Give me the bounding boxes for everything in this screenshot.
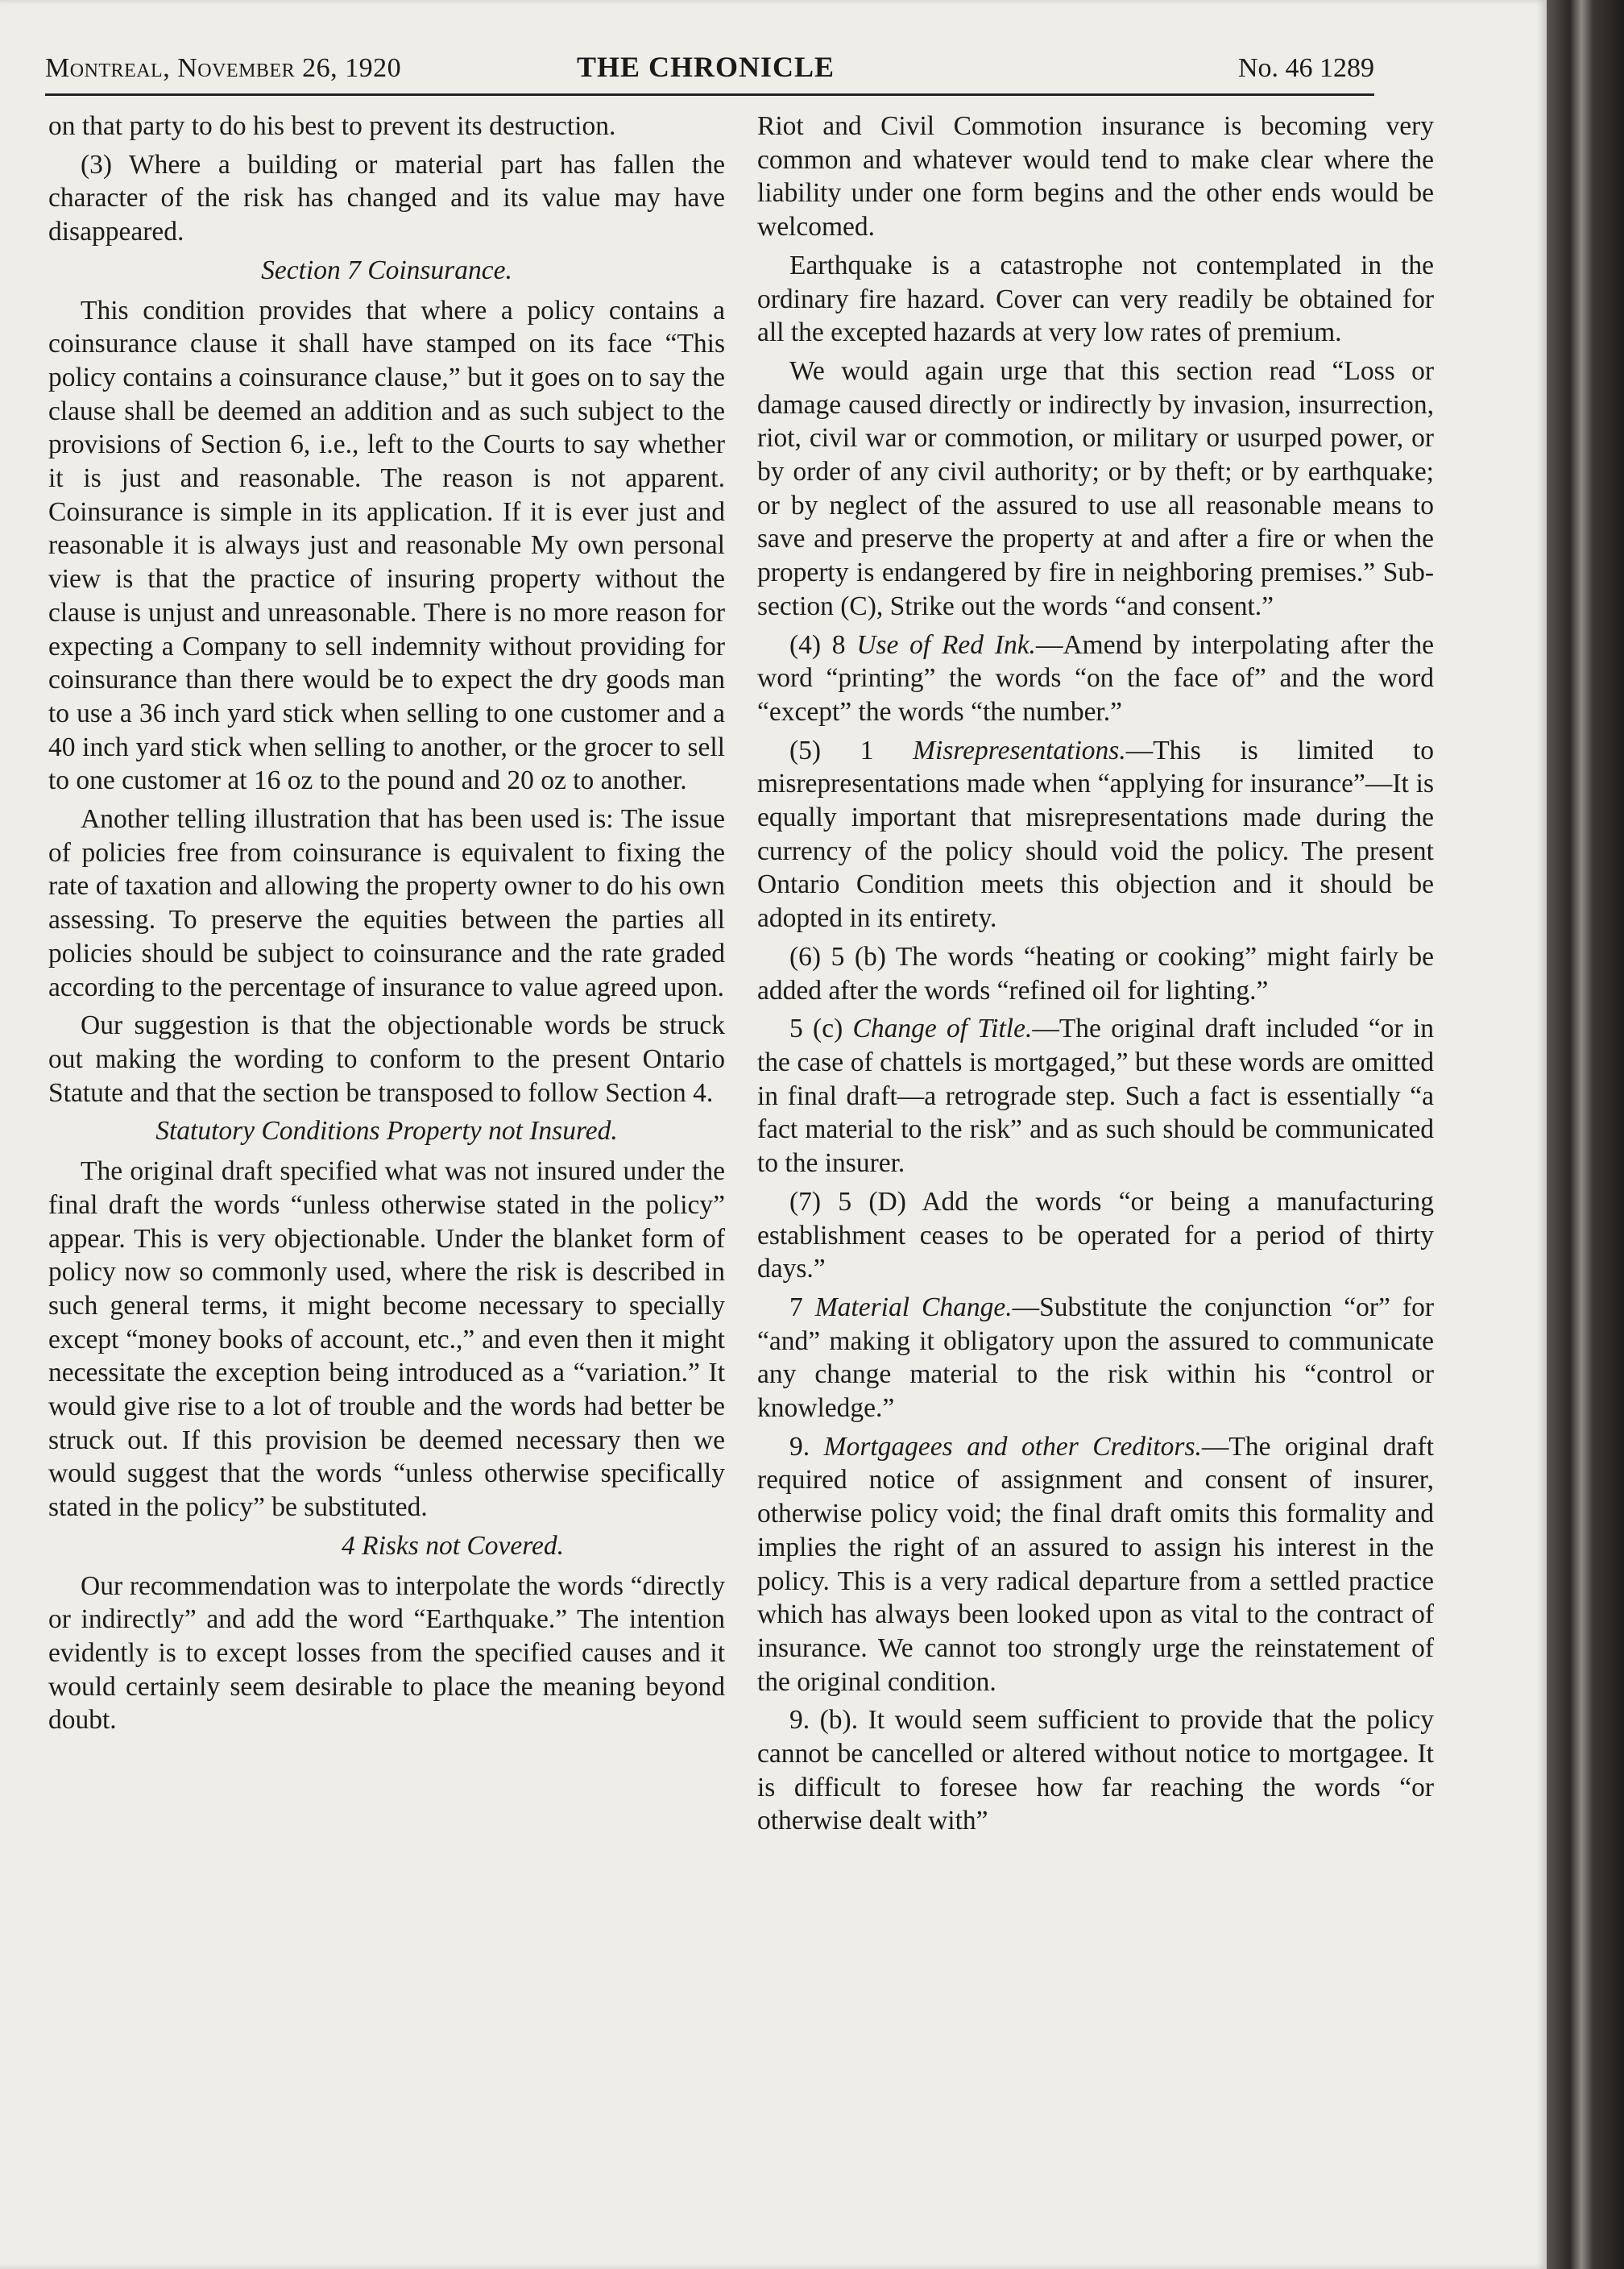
clause-text: —Substitute the conjunction “or” for “and” making it obligatory upon the assured to communicate any change material to the risk within his “control or knowledge.”: [757, 1292, 1434, 1424]
clause-title: Material Change.: [814, 1292, 1013, 1322]
clause-number: (5) 1: [789, 735, 874, 765]
page-header: [45, 47, 1374, 87]
clause-title: Misrepresentations.: [913, 735, 1126, 765]
header-rule: [45, 93, 1374, 96]
paragraph-misrepresentations: [757, 734, 1434, 935]
clause-text: —Amend by interpolating after the word “printing” the words “on the face of” and the word “except” the words “the number.”: [757, 629, 1434, 727]
clause-title: Change of Title.: [852, 1014, 1033, 1044]
paragraph: (7) 5 (D) Add the words “or being a manufacturing establishment ceases to be operated for a period of thirty days.”: [757, 1186, 1434, 1284]
left-column: [48, 110, 725, 2221]
paragraph: We would again urge that this section read “Loss or damage caused directly or indirectly by invasion, insurrection, riot, civil war or commotion, or military or usurped power, or by order of any civil authority; or by theft; or by earthquake; or by neglect of the assured to use all reasonable means to save and preserve the property at and after a fire or when the property is endangered by fire in neighboring premises.” Sub-section (C), Strike out the words “and consent.”: [757, 355, 1434, 621]
section-heading: 4 Risks not Covered.: [341, 1530, 564, 1561]
paragraph: 9. (b). It would seem sufficient to provide that the policy cannot be cancelled or altered without notice to mortgagee. It is difficult to foresee how far reaching the words “or otherwise dealt with”: [757, 1705, 1434, 1836]
section-heading: Statutory Conditions Property not Insured.: [155, 1116, 618, 1147]
clause-text: —The original draft included “or in the case of chattels is mortgaged,” but these words are omitted in final draft—a retrograde step. Such a fact is essentially “a fact material to the risk” and as such should be communicated to the insurer.: [757, 1014, 1434, 1179]
section-heading: Section 7 Coinsurance.: [261, 255, 512, 285]
paragraph-red-ink: [757, 628, 1434, 729]
paragraph: Riot and Civil Commotion insurance is becoming very common and whatever would tend to make clear where the liability under one form begins and the other ends would be welcomed.: [757, 111, 1434, 243]
clause-number: 9.: [789, 1431, 810, 1462]
paragraph: Our suggestion is that the objectionable words be struck out making the wording to conform to the present Ontario Statute and that the section be transposed to follow Section 4.: [48, 1010, 725, 1108]
clause-number: (4) 8: [789, 629, 846, 660]
header-publication-title: THE CHRONICLE: [577, 51, 835, 83]
right-column: [757, 110, 1434, 2221]
book-binding-edge: [1547, 0, 1624, 2269]
clause-title: Mortgagees and other Creditors.: [823, 1431, 1202, 1462]
clause-title: Use of Red Ink.: [856, 629, 1036, 660]
paragraph: Earthquake is a catastrophe not contemplated in the ordinary fire hazard. Cover can very readily be obtained for all the excepted hazards at very low rates of premium.: [757, 250, 1434, 348]
paragraph-change-of-title: [757, 1012, 1434, 1180]
clause-text: —The original draft required notice of assignment and consent of insurer, otherwise policy void; the final draft omits this formality and implies the right of an assured to assign his interest in the policy. This is a very radical departure from a settled practice which has always been looked upon as vital to the contract of insurance. We cannot too strongly urge the reinstatement of the original condition.: [757, 1431, 1434, 1697]
paragraph-material-change: [757, 1291, 1434, 1425]
paragraph: on that party to do his best to prevent its destruction.: [48, 111, 616, 141]
header-issue-page: No. 46 1289: [1237, 53, 1374, 83]
paragraph-mortgagees: [757, 1430, 1434, 1699]
paragraph: (3) Where a building or material part has fallen the character of the risk has changed and its value may have disappeared.: [48, 149, 725, 247]
clause-number: 5 (c): [789, 1014, 843, 1044]
paragraph: Another telling illustration that has been used is: The issue of policies free from coinsurance is equivalent to fixing the rate of taxation and allowing the property owner to do his own assessing. To preserve the equities between the parties all policies should be subject to coinsurance and the rate graded according to the percentage of insurance to value agreed upon.: [48, 804, 725, 1002]
header-dateline: Montreal, November 26, 1920: [45, 53, 402, 83]
paragraph: (6) 5 (b) The words “heating or cooking” might fairly be added after the words “refined oil for lighting.”: [757, 941, 1434, 1006]
clause-text: —This is limited to misrepresentations made when “applying for insurance”—It is equally important that misrepresentations made during the currency of the policy should void the policy. The present Ontario Condition meets this objection and it should be adopted in its entirety.: [757, 735, 1434, 934]
paragraph: The original draft specified what was not insured under the final draft the words “unless otherwise stated in the policy” appear. This is very objectionable. Under the blanket form of policy now so commonly used, where the risk is described in such general terms, it might become necessary to specially except “money books of account, etc.,” and even then it might necessitate the exception being introduced as a “variation.” It would give rise to a lot of trouble and the words had better be struck out. If this provision be deemed necessary then we would suggest that the words “unless otherwise specifically stated in the policy” be substituted.: [48, 1156, 725, 1523]
paragraph: Our recommendation was to interpolate the words “directly or indirectly” and add the word “Earthquake.” The intention evidently is to except losses from the specified causes and it would certainly seem desirable to place the meaning beyond doubt.: [48, 1570, 725, 1736]
clause-number: 7: [789, 1292, 803, 1322]
paragraph: This condition provides that where a policy contains a coinsurance clause it shall have stamped on its face “This policy contains a coinsurance clause,” but it goes on to say the clause shall be deemed an addition and as such subject to the provisions of Section 6, i.e., left to the Courts to say whether it is just and reasonable. The reason is not apparent. Coinsurance is simple in its application. If it is ever just and reasonable it is always just and reasonable My own personal view is that the practice of insuring property without the clause is unjust and unreasonable. There is no more reason for expecting a Company to sell indemnity without providing for coinsurance than there would be to expect the dry goods man to use a 36 inch yard stick when selling to one customer and a 40 inch yard stick when selling to another, or the grocer to sell to one customer at 16 oz to the pound and 20 oz to another.: [48, 295, 725, 796]
